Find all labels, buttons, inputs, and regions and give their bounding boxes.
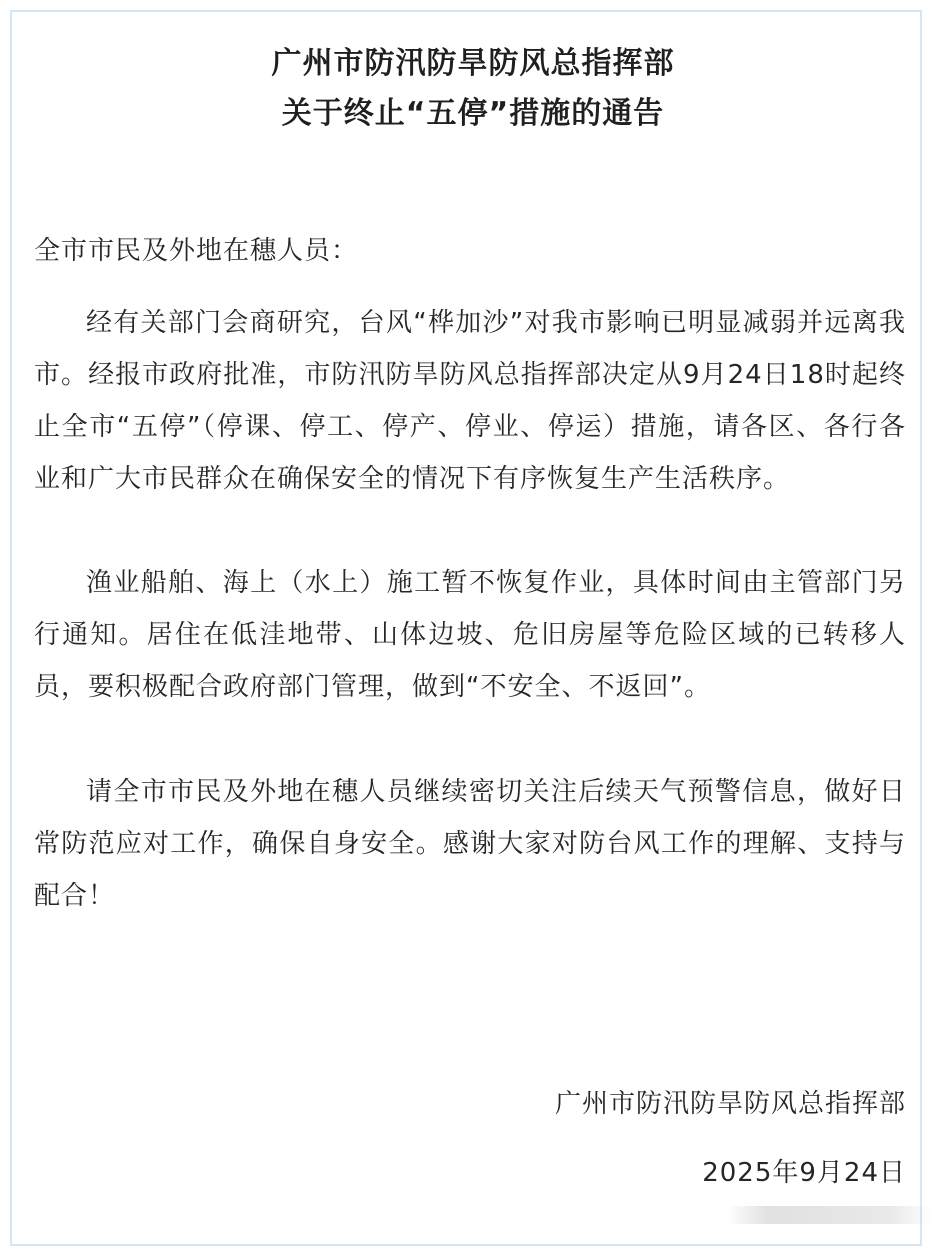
- signature-organization: 广州市防汛防旱防风总指挥部: [554, 1089, 906, 1119]
- notice-title-line-2: 关于终止“五停”措施的通告: [281, 96, 665, 131]
- paragraph-3: 请全市市民及外地在穗人员继续密切关注后续天气预警信息，做好日常防范应对工作，确保自身安全。感谢大家对防台风工作的理解、支持与配合！: [34, 777, 906, 911]
- watermark: [727, 1206, 932, 1224]
- paragraph-2: 渔业船舶、海上（水上）施工暂不恢复作业，具体时间由主管部门另行通知。居住在低洼地带、山体边坡、危旧房屋等危险区域的已转移人员，要积极配合政府部门管理，做到“不安全、不返回”。: [34, 568, 906, 702]
- signature-date: 2025年9月24日: [702, 1158, 906, 1188]
- paragraph-1: 经有关部门会商研究，台风“桦加沙”对我市影响已明显减弱并远离我市。经报市政府批准，市防汛防旱防风总指挥部决定从9月24日18时起终止全市“五停”（停课、停工、停产、停业、停运）措施，请各区、各行各业和广大市民群众在确保安全的情况下有序恢复生产生活秩序。: [34, 308, 906, 494]
- notice-title-line-1: 广州市防汛防旱防风总指挥部: [271, 46, 675, 81]
- salutation: 全市市民及外地在穗人员：: [34, 236, 359, 266]
